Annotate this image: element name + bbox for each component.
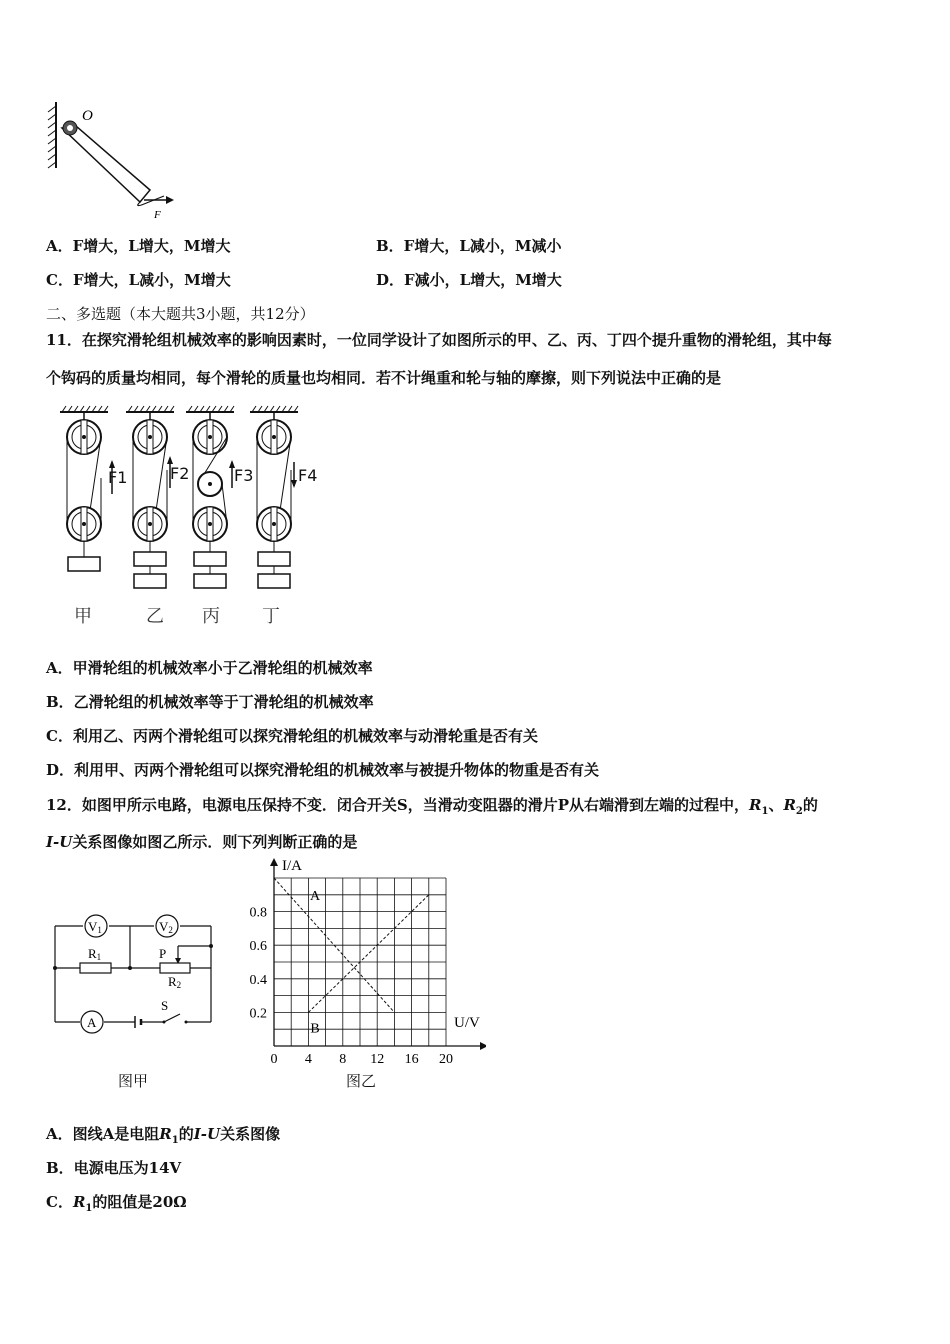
q12-option-c-text: C． [46,1193,73,1211]
v2-label: V2 [159,919,173,935]
label-f: F [154,209,161,221]
y-axis-label: I/A [282,858,302,874]
r1-subscript: 1 [761,806,769,817]
y-tick-label: 0.8 [249,905,267,921]
q12-option-a-r: R [159,1125,172,1143]
q11-option-d[interactable]: D．利用甲、丙两个滑轮组可以探究滑轮组的机械效率与被提升物体的物重是否有关 [46,761,600,779]
pulley-name-yi: 乙 [146,606,164,627]
q12-option-a-iu: I-U [193,1125,221,1143]
x-axis-label: U/V [454,1015,480,1031]
q12-option-a-text: A．图线A是电阻 [46,1125,160,1143]
r1-symbol: R [749,796,762,814]
y-axis-arrow [270,858,278,866]
series-label-a: A [310,889,321,904]
v1-label: V1 [88,919,102,935]
x-tick-label: 8 [339,1052,347,1067]
q10-option-c[interactable]: C．F增大，L减小，M增大 [46,271,231,289]
q11-option-b[interactable]: B．乙滑轮组的机械效率等于丁滑轮组的机械效率 [46,693,374,711]
q11-stem-line2: 个钩码的质量均相同，每个滑轮的质量也均相同．若不计绳重和轮与轴的摩擦，则下列说法中正确的是 [46,369,722,387]
iu-symbol: I-U [46,833,73,851]
x-tick-label: 4 [304,1052,312,1067]
q10-option-a[interactable]: A．F增大，L增大，M增大 [46,237,231,255]
y-tick-label: 0.2 [249,1006,267,1022]
section-title: 二、多选题（本大题共3小题，共12分） [46,305,315,323]
iu-graph [236,858,486,1070]
x-tick-label: 20 [439,1052,453,1067]
x-tick-label: 12 [370,1052,385,1067]
q12-option-b[interactable]: B．电源电压为14V [46,1159,182,1177]
graph-caption: 图乙 [346,1072,377,1090]
pulley-name-bing: 丙 [202,606,220,627]
q12-stem-line1 [46,795,818,822]
q12-option-c-r: R [72,1193,86,1211]
p-label: P [159,946,167,961]
q12-option-a-post: 关系图像 [220,1125,281,1143]
q12-option-a-mid: 的 [178,1125,194,1143]
q12-option-c-sub: 1 [85,1203,93,1214]
series-line-b [308,895,428,1013]
y-tick-label: 0.6 [249,939,267,955]
label-o: O [82,108,93,124]
force-f1: F1 [108,468,128,487]
switch-label: S [161,998,169,1013]
x-tick-label: 16 [404,1052,419,1067]
separator: 、 [768,796,784,814]
ammeter-label: A [87,1015,97,1030]
q12-stem-line2 [46,832,357,852]
force-f4: F4 [298,466,318,485]
pulley-figure [56,400,336,630]
q11-stem-line1: 11．在探究滑轮组机械效率的影响因素时，一位同学设计了如图所示的甲、乙、丙、丁四个提升重物的滑轮组，其中每 [46,331,832,349]
q11-option-a[interactable]: A．甲滑轮组的机械效率小于乙滑轮组的机械效率 [46,659,373,677]
y-tick-label: 0.4 [249,972,267,988]
q12-option-c[interactable] [46,1192,187,1219]
force-f2: F2 [170,464,190,483]
q12-stem-end: 的 [802,796,818,814]
x-tick-label: 0 [270,1052,278,1067]
q10-option-d[interactable]: D．F减小，L增大，M增大 [376,271,562,289]
x-axis-arrow [480,1042,486,1050]
q12-stem-text: 12．如图甲所示电路，电源电压保持不变．闭合开关S，当滑动变阻器的滑片P从右端滑到左端的过程中， [46,796,749,814]
pulley-name-jia: 甲 [74,606,92,627]
lever-figure [40,98,180,222]
force-f3: F3 [234,466,254,485]
q12-stem-text2: 关系图像如图乙所示．则下列判断正确的是 [72,833,358,851]
pulley-name-ding: 丁 [262,606,280,627]
q12-option-a-sub: 1 [171,1135,179,1146]
q12-option-a[interactable] [46,1124,280,1151]
circuit-caption: 图甲 [118,1072,149,1090]
series-label-b: B [310,1021,320,1037]
q11-option-c[interactable]: C．利用乙、丙两个滑轮组可以探究滑轮组的机械效率与动滑轮重是否有关 [46,727,538,745]
q10-option-b[interactable]: B．F增大，L减小，M减小 [376,237,562,255]
r2-subscript: 2 [795,806,803,817]
r2-label: R2 [168,974,182,990]
r1-label: R1 [88,946,102,962]
r2-symbol: R [783,796,796,814]
q12-option-c-post: 的阻值是20Ω [92,1193,187,1211]
